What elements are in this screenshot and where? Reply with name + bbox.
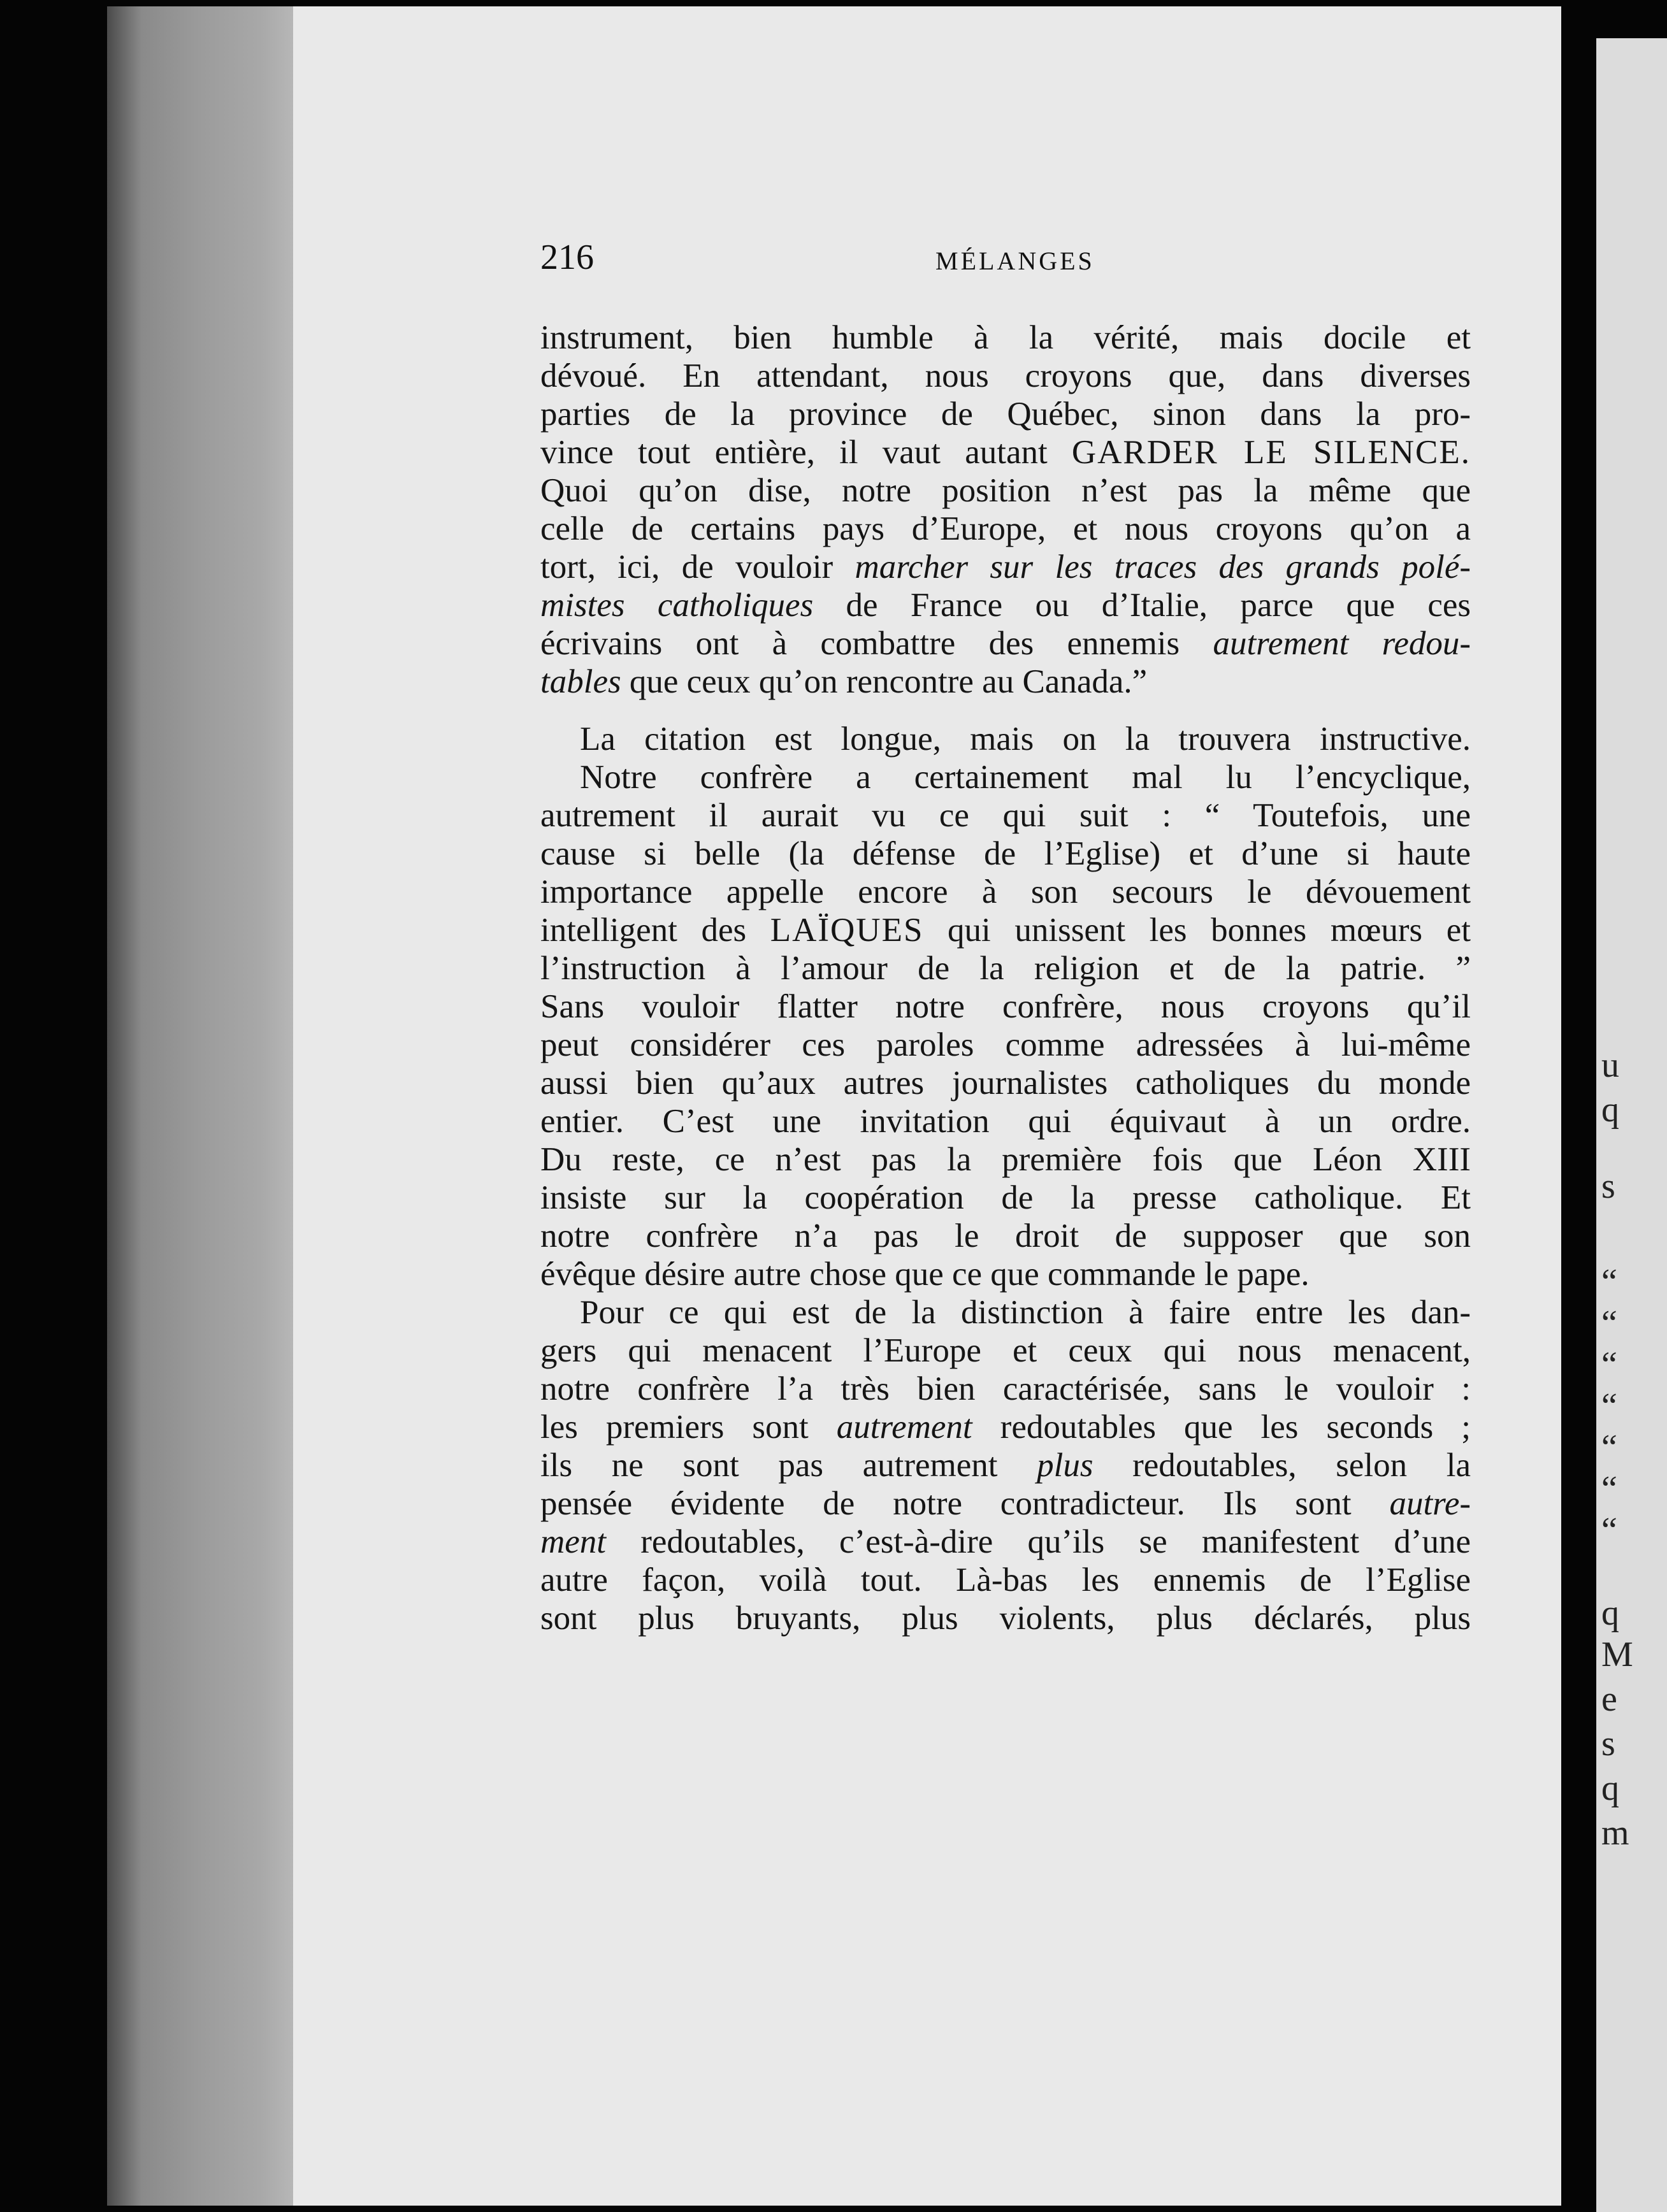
facing-page-fragment: “ xyxy=(1601,1428,1617,1467)
text-line: La citation est longue, mais on la trouvera instructive. xyxy=(580,721,1471,758)
facing-page-fragment: “ xyxy=(1601,1345,1617,1384)
text-line: vince tout entière, il vaut autant GARDER LE SILENCE. xyxy=(540,434,1471,471)
text-line: Pour ce qui est de la distinction à faire entre les dan- xyxy=(580,1294,1471,1331)
text-line: parties de la province de Québec, sinon dans la pro- xyxy=(540,396,1471,433)
small-caps-phrase: GARDER LE SILENCE. xyxy=(1071,434,1471,471)
italic-phrase: ment xyxy=(540,1523,607,1560)
text-line: Du reste, ce n’est pas la première fois que Léon XIII xyxy=(540,1141,1471,1178)
text-line: gers qui menacent l’Europe et ceux qui nous menacent, xyxy=(540,1332,1471,1369)
facing-page-edge xyxy=(1596,38,1667,2212)
facing-page-fragment: q xyxy=(1601,1769,1619,1808)
page-edge-stack xyxy=(107,6,298,2206)
text-line: instrument, bien humble à la vérité, mais docile et xyxy=(540,319,1471,356)
text-line: ment redoutables, c’est-à-dire qu’ils se manifestent d’une xyxy=(540,1523,1471,1560)
text-line: écrivains ont à combattre des ennemis autrement redou- xyxy=(540,625,1471,662)
facing-page-fragment: q xyxy=(1601,1593,1619,1633)
text-line: tables que ceux qu’on rencontre au Canada.” xyxy=(540,663,1148,700)
text-line: entier. C’est une invitation qui équivaut à un ordre. xyxy=(540,1103,1471,1140)
text-line: les premiers sont autrement redoutables que les seconds ; xyxy=(540,1409,1471,1446)
italic-phrase: autre- xyxy=(1389,1485,1471,1522)
italic-phrase: tables xyxy=(540,663,621,700)
text-line: autre façon, voilà tout. Là-bas les ennemis de l’Eglise xyxy=(540,1562,1471,1598)
text-line: notre confrère n’a pas le droit de supposer que son xyxy=(540,1217,1471,1254)
text-line: Sans vouloir flatter notre confrère, nous croyons qu’il xyxy=(540,988,1471,1025)
text-line: dévoué. En attendant, nous croyons que, dans diverses xyxy=(540,357,1471,394)
text-line: cause si belle (la défense de l’Eglise) et d’une si haute xyxy=(540,835,1471,872)
text-line: pensée évidente de notre contradicteur. Ils sont autre- xyxy=(540,1485,1471,1522)
italic-phrase: marcher sur les traces des grands polé- xyxy=(855,549,1471,585)
italic-phrase: plus xyxy=(1037,1447,1093,1484)
text-line: Quoi qu’on dise, notre position n’est pas la même que xyxy=(540,472,1471,509)
text-line: sont plus bruyants, plus violents, plus déclarés, plus xyxy=(540,1600,1471,1637)
facing-page-fragment: m xyxy=(1601,1813,1629,1853)
italic-phrase: autrement redou- xyxy=(1213,625,1471,662)
facing-page-fragment: e xyxy=(1601,1679,1617,1719)
text-line: intelligent des LAÏQUES qui unissent les bonnes mœurs et xyxy=(540,912,1471,949)
facing-page-fragment: “ xyxy=(1601,1304,1617,1343)
text-line: celle de certains pays d’Europe, et nous croyons qu’on a xyxy=(540,510,1471,547)
facing-page-fragment: “ xyxy=(1601,1511,1617,1550)
italic-phrase: autrement xyxy=(836,1409,972,1446)
text-line: aussi bien qu’aux autres journalistes catholiques du monde xyxy=(540,1065,1471,1102)
text-line: notre confrère l’a très bien caractérisée, sans le vouloir : xyxy=(540,1370,1471,1407)
italic-phrase: mistes catholiques xyxy=(540,587,814,624)
running-header xyxy=(540,237,1471,288)
text-line: Notre confrère a certainement mal lu l’encyclique, xyxy=(580,759,1471,796)
facing-page-fragment: “ xyxy=(1601,1386,1617,1426)
facing-page-fragment: M xyxy=(1601,1635,1633,1674)
text-line: mistes catholiques de France ou d’Italie, parce que ces xyxy=(540,587,1471,624)
page-number: 216 xyxy=(540,238,594,277)
text-line: ils ne sont pas autrement plus redoutables, selon la xyxy=(540,1447,1471,1484)
text-line: évêque désire autre chose que ce que commande le pape. xyxy=(540,1256,1310,1293)
text-line: importance appelle encore à son secours le dévouement xyxy=(540,873,1471,910)
text-line: peut considérer ces paroles comme adressées à lui-même xyxy=(540,1026,1471,1063)
facing-page-fragment: “ xyxy=(1601,1469,1617,1509)
facing-page-fragment: s xyxy=(1601,1724,1615,1763)
text-line: autrement il aurait vu ce qui suit : “ Toutefois, une xyxy=(540,797,1471,834)
facing-page-fragment: s xyxy=(1601,1167,1615,1206)
text-line: tort, ici, de vouloir marcher sur les traces des grands polé- xyxy=(540,549,1471,585)
small-caps-phrase: LAÏQUES xyxy=(770,912,924,949)
text-body xyxy=(540,319,1471,1637)
running-title: MÉLANGES xyxy=(935,247,1095,275)
text-line: insiste sur la coopération de la presse catholique. Et xyxy=(540,1179,1471,1216)
text-line: l’instruction à l’amour de la religion et de la patrie. ” xyxy=(540,950,1471,987)
paragraph-gap xyxy=(540,701,1471,720)
facing-page-fragment: u xyxy=(1601,1045,1619,1085)
facing-page-fragment: “ xyxy=(1601,1262,1617,1302)
facing-page-fragment: q xyxy=(1601,1090,1619,1130)
